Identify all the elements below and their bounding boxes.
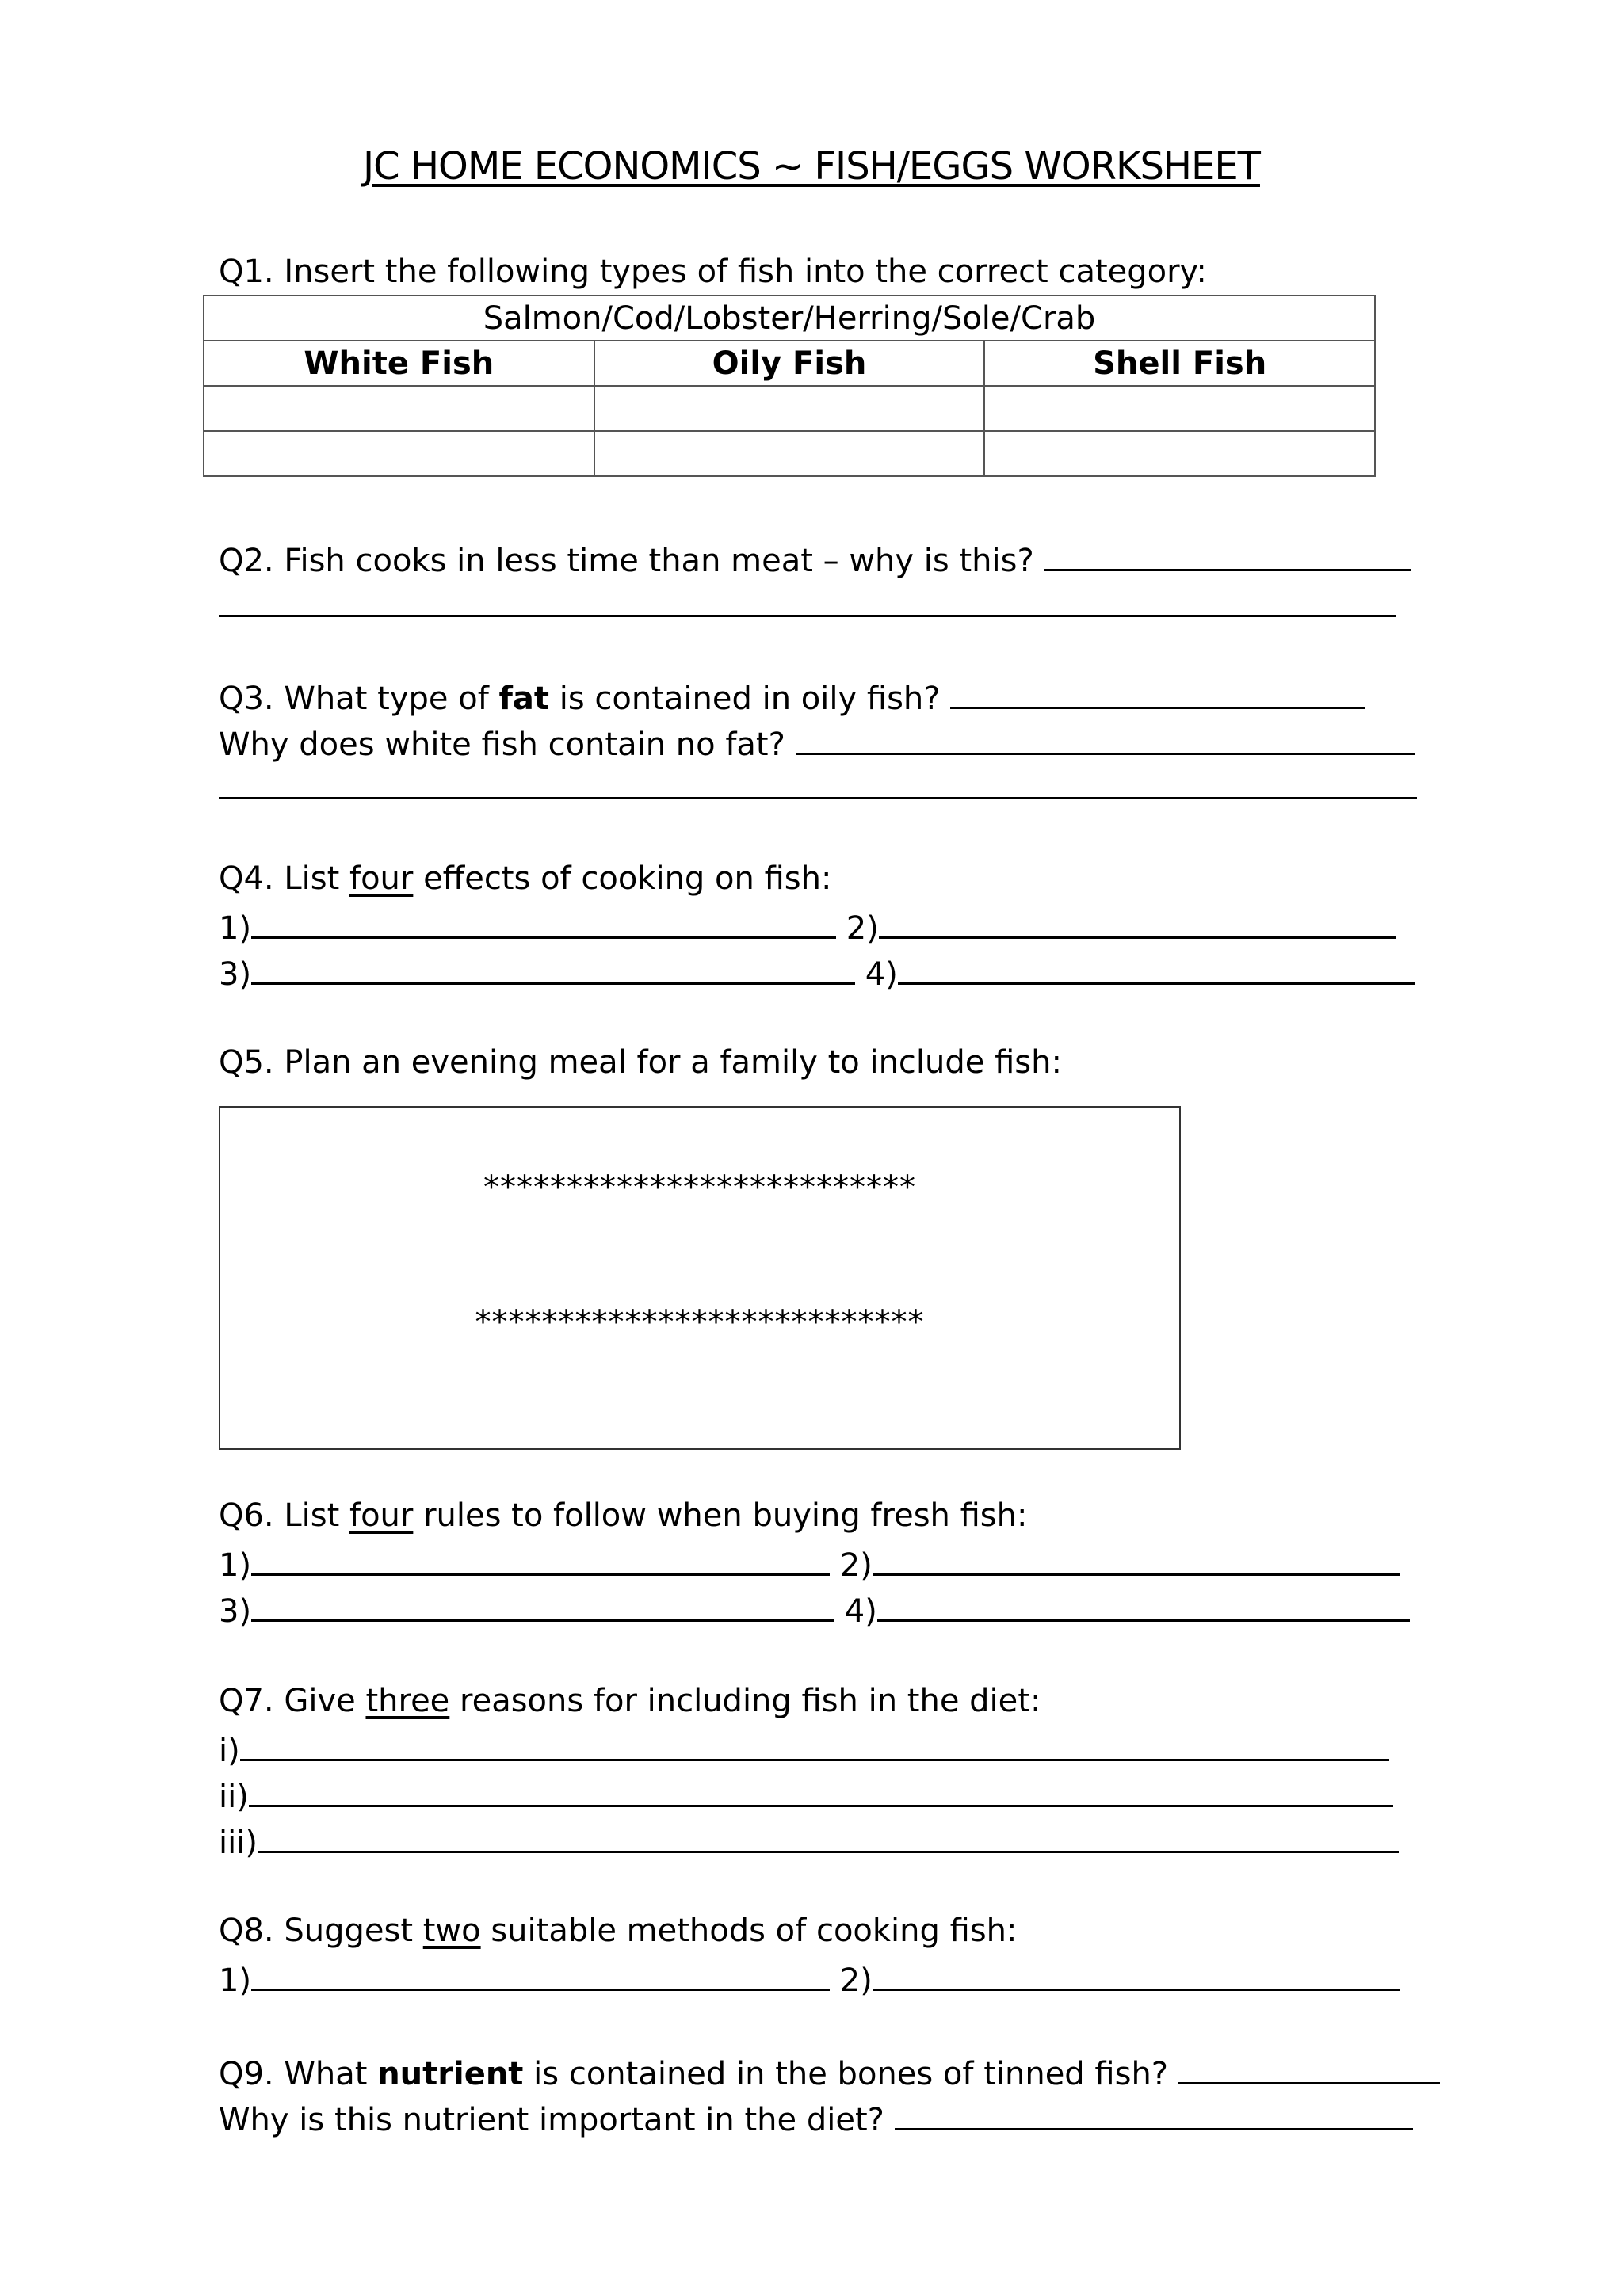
q7-text: Q7. Give [219,1683,366,1719]
answer-blank[interactable] [950,675,1365,709]
q4-underlined: four [349,860,414,897]
answer-label: 1) [219,910,252,947]
fish-list-cell: Salmon/Cod/Lobster/Herring/Sole/Crab [204,296,1375,341]
header-oily-fish: Oily Fish [594,341,985,386]
q3-bold-word: fat [498,681,550,717]
answer-blank[interactable] [249,1773,1393,1807]
q3-followup: Why does white fish contain no fat? [219,727,785,763]
answer-blank[interactable] [251,1957,830,1991]
answer-blank[interactable] [796,721,1415,755]
answer-cell[interactable] [204,386,594,431]
answer-blank[interactable] [251,1588,834,1622]
answer-blank[interactable] [219,583,1396,617]
q8-underlined: two [422,1913,481,1949]
q3-line-2 [219,721,1415,765]
q4-question [219,859,831,898]
q7-row-2 [219,1773,1393,1817]
answer-blank[interactable] [1044,537,1411,571]
header-shell-fish: Shell Fish [984,341,1375,386]
answer-label: 1) [219,1962,252,1999]
fish-category-table [203,295,1376,477]
q4-text: Q4. List [219,860,349,897]
q6-underlined: four [349,1497,414,1534]
answer-blank[interactable] [895,2096,1413,2130]
q6-question [219,1496,1027,1535]
answer-label: 3) [219,1593,252,1630]
q6-row-1 [219,1542,1400,1585]
answer-label: 2) [839,1962,873,1999]
q4-row-2 [219,951,1415,994]
q7-question [219,1681,1041,1721]
q9-text: is contained in the bones of tinned fish? [523,2056,1169,2092]
answer-label: 2) [839,1547,873,1584]
answer-blank[interactable] [873,1542,1400,1576]
answer-blank[interactable] [240,1727,1389,1761]
meal-stars-1: ************************** [483,1169,916,1206]
meal-plan-box[interactable] [219,1106,1181,1450]
answer-blank[interactable] [898,951,1415,985]
q9-followup: Why is this nutrient important in the diet? [219,2102,884,2138]
q3-text: is contained in oily fish? [549,681,941,717]
answer-label: iii) [219,1825,258,1861]
q4-row-1 [219,905,1396,948]
answer-blank[interactable] [251,951,855,985]
answer-blank[interactable] [1178,2050,1440,2084]
q9-line [219,2050,1440,2094]
table-row [204,386,1375,431]
q7-row-1 [219,1727,1389,1771]
table-row [204,431,1375,476]
worksheet-title: JC HOME ECONOMICS ~ FISH/EGGS WORKSHEET [363,144,1260,189]
q9-text: Q9. What [219,2056,378,2092]
answer-blank[interactable] [877,1588,1410,1622]
answer-label: 1) [219,1547,252,1584]
q5-question: Q5. Plan an evening meal for a family to include fish: [219,1044,1062,1081]
q2-line-2 [219,583,1396,627]
answer-label: i) [219,1733,240,1769]
q6-text: Q6. List [219,1497,349,1534]
answer-blank[interactable] [879,905,1396,939]
q3-line-3 [219,765,1417,809]
answer-blank[interactable] [873,1957,1400,1991]
answer-cell[interactable] [984,431,1375,476]
q3-text: Q3. What type of [219,681,499,717]
answer-cell[interactable] [594,386,985,431]
q7-row-3 [219,1819,1399,1863]
answer-label: 4) [865,956,898,993]
q8-text: suitable methods of cooking fish: [480,1913,1018,1949]
answer-label: 3) [219,956,252,993]
answer-cell[interactable] [984,386,1375,431]
answer-cell[interactable] [594,431,985,476]
answer-label: 4) [844,1593,877,1630]
q8-question [219,1911,1017,1951]
q2-line [219,537,1411,581]
q2-question: Q2. Fish cooks in less time than meat – why is this? [219,543,1034,579]
q8-row-1 [219,1957,1400,2000]
answer-label: 2) [846,910,879,947]
q6-text: rules to follow when buying fresh fish: [413,1497,1028,1534]
q8-text: Q8. Suggest [219,1913,423,1949]
answer-label: ii) [219,1779,249,1815]
q6-row-2 [219,1588,1410,1631]
q1-question: Q1. Insert the following types of fish into the correct category: [219,254,1207,290]
q4-text: effects of cooking on fish: [413,860,832,897]
answer-blank[interactable] [258,1819,1399,1853]
q9-line-2 [219,2096,1413,2140]
answer-blank[interactable] [251,905,836,939]
meal-stars-2: *************************** [475,1304,925,1341]
q7-text: reasons for including fish in the diet: [449,1683,1041,1719]
answer-blank[interactable] [251,1542,830,1576]
q7-underlined: three [365,1683,450,1719]
answer-blank[interactable] [219,765,1417,799]
q3-line [219,675,1365,719]
header-white-fish: White Fish [204,341,594,386]
q9-bold-word: nutrient [377,2056,524,2092]
answer-cell[interactable] [204,431,594,476]
